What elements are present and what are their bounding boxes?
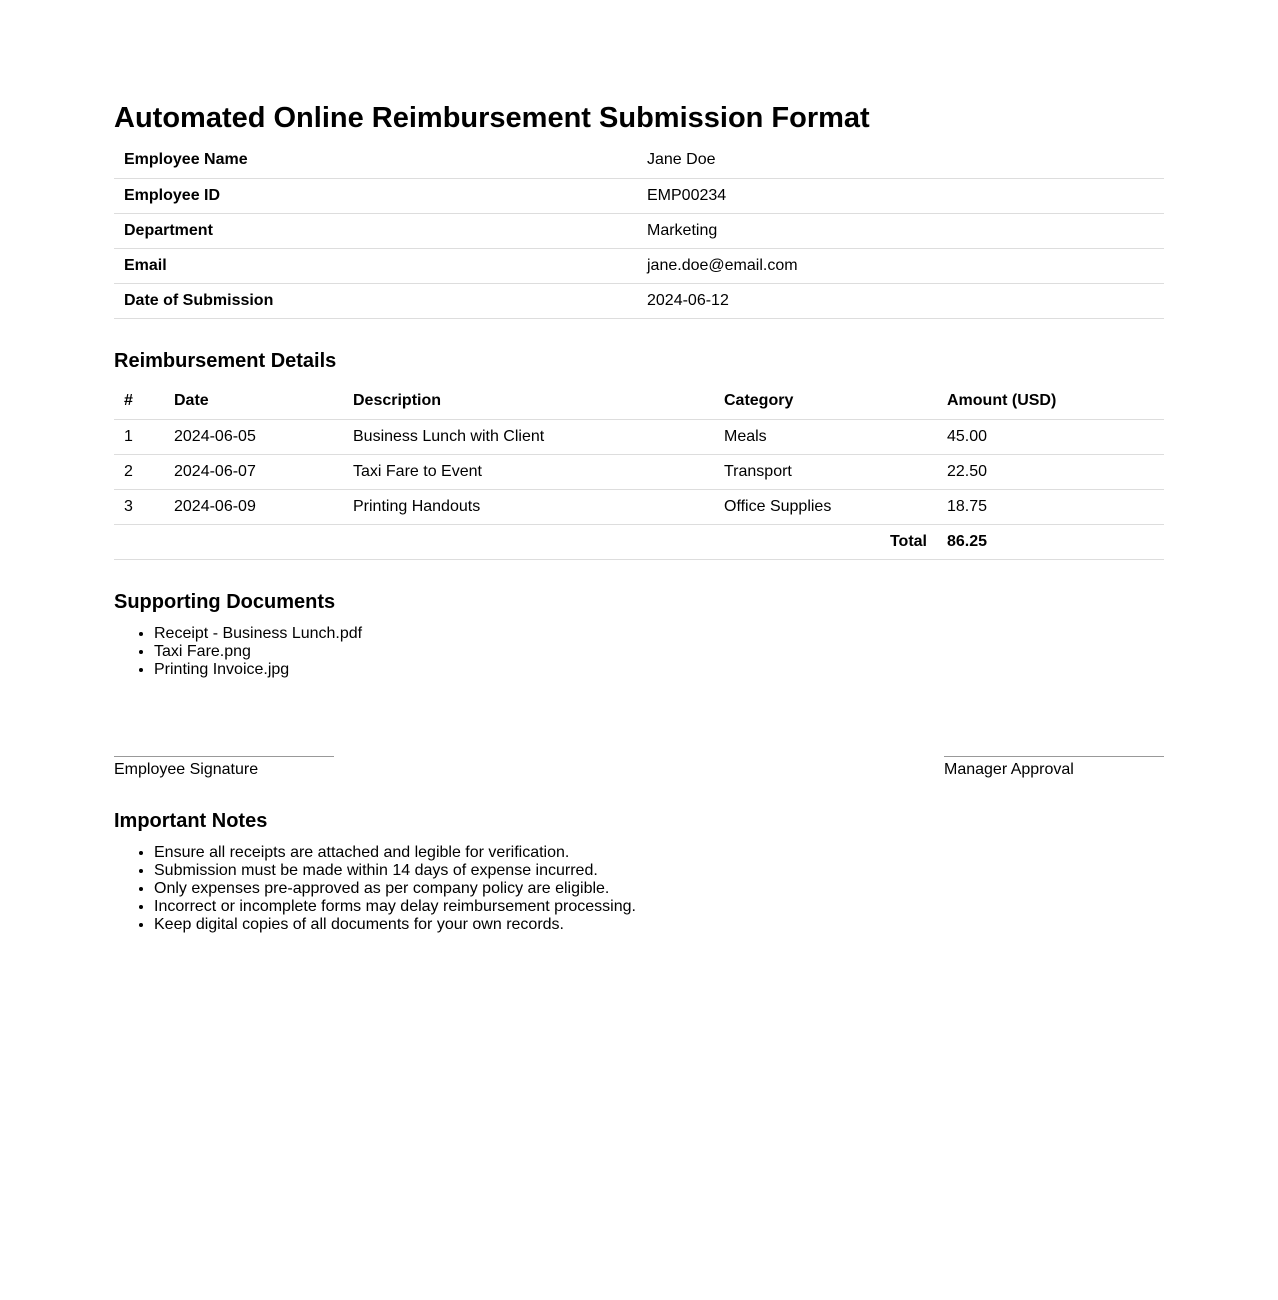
info-value: 2024-06-12 [637,283,1164,318]
employee-signature-block [114,756,334,780]
cell-amount: 45.00 [937,419,1164,454]
cell-amount: 22.50 [937,454,1164,489]
signature-line [944,756,1164,757]
info-value: Marketing [637,213,1164,248]
signature-line [114,756,334,757]
list-item: • Only expenses pre-approved as per company policy are eligible. [154,880,636,898]
cell-number: 1 [114,419,164,454]
supporting-documents-list [114,625,362,679]
list-item: • Incorrect or incomplete forms may delay reimbursement processing. [154,898,636,916]
info-row-department [114,213,1164,248]
info-row-email [114,248,1164,283]
list-item: • Ensure all receipts are attached and legible for verification. [154,844,636,862]
cell-date: 2024-06-09 [164,489,343,524]
employee-signature-label: Employee Signature [114,761,259,778]
info-value: EMP00234 [637,178,1164,213]
table-row [114,419,1164,454]
total-label: Total [114,524,937,559]
cell-category: Meals [714,419,937,454]
cell-category: Office Supplies [714,489,937,524]
cell-number: 2 [114,454,164,489]
list-item: • Taxi Fare.png [154,643,362,661]
manager-approval-block [944,756,1164,780]
section-heading-documents: Supporting Documents [114,591,336,613]
column-header-number: # [114,384,164,419]
total-amount: 86.25 [937,524,1164,559]
table-row [114,489,1164,524]
table-header-row [114,384,1164,419]
column-header-amount: Amount (USD) [937,384,1164,419]
cell-description: Printing Handouts [343,489,714,524]
column-header-description: Description [343,384,714,419]
column-header-date: Date [164,384,343,419]
cell-category: Transport [714,454,937,489]
list-item: • Printing Invoice.jpg [154,661,362,679]
reimbursement-details-table [114,384,1164,560]
column-header-category: Category [714,384,937,419]
section-heading-notes: Important Notes [114,810,268,832]
employee-info-table [114,143,1164,319]
cell-description: Taxi Fare to Event [343,454,714,489]
cell-description: Business Lunch with Client [343,419,714,454]
info-label: Employee Name [114,143,637,178]
section-heading-details: Reimbursement Details [114,350,337,372]
info-value: jane.doe@email.com [637,248,1164,283]
info-label: Email [114,248,637,283]
info-row-date-of-submission [114,283,1164,318]
manager-approval-label: Manager Approval [944,761,1074,778]
important-notes-list [114,844,636,934]
info-row-employee-name [114,143,1164,178]
table-row [114,454,1164,489]
info-label: Department [114,213,637,248]
cell-date: 2024-06-05 [164,419,343,454]
info-label: Employee ID [114,178,637,213]
list-item: • Submission must be made within 14 days of expense incurred. [154,862,636,880]
list-item: • Receipt - Business Lunch.pdf [154,625,362,643]
cell-number: 3 [114,489,164,524]
info-label: Date of Submission [114,283,637,318]
total-row [114,524,1164,559]
info-value: Jane Doe [637,143,1164,178]
cell-amount: 18.75 [937,489,1164,524]
list-item: • Keep digital copies of all documents for your own records. [154,916,636,934]
cell-date: 2024-06-07 [164,454,343,489]
info-row-employee-id [114,178,1164,213]
page-title: Automated Online Reimbursement Submission Format [114,102,870,134]
